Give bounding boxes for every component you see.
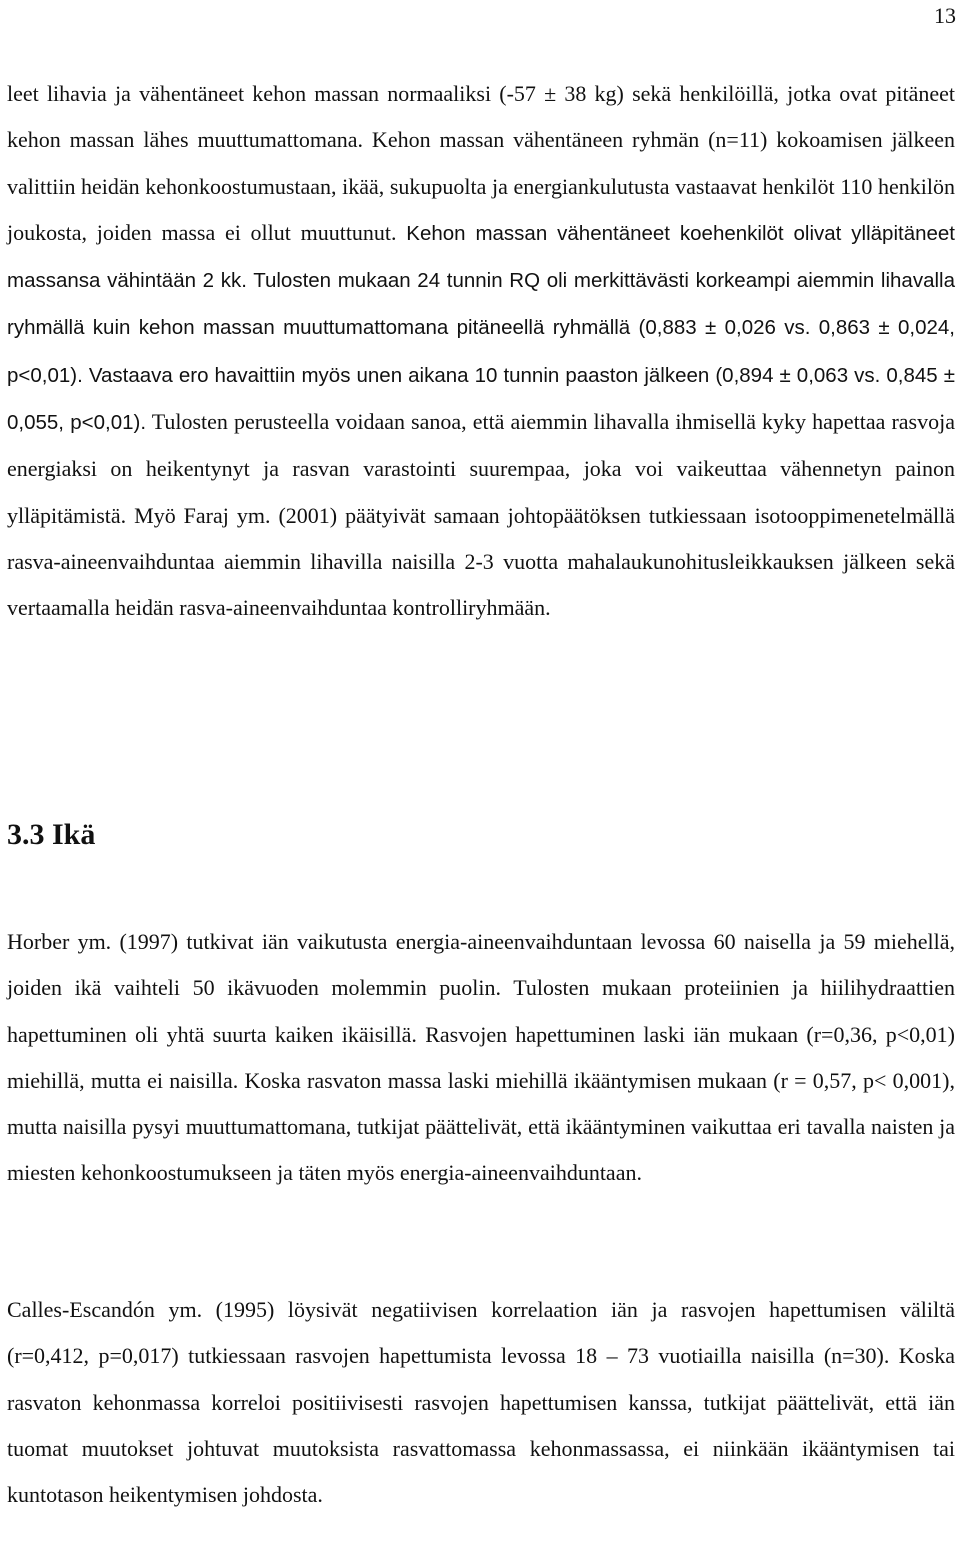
paragraph-segment-sans: Kehon massan vähentäneet koehenkilöt olivat ylläpitäneet massansa vähintään 2 kk. Tulosten mukaan 24 tunnin RQ oli merkittävästi korkeampi aiemmin lihavalla ryhmällä kuin kehon massan muuttumattomana pitäneellä ryhmällä (0,883 ± 0,026 vs. 0,863 ± 0,024, p<0,01). Vastaava ero havaittiin myös unen aikana 10 tunnin paaston jälkeen (0,894 ± 0,063 vs. 0,845 ± 0,055, p<0,01). (7, 221, 956, 435)
page-number: 13 (934, 3, 956, 28)
paragraph-age-study-calles-escandon: Calles-Escandón ym. (1995) löysivät negatiivisen korrelaation iän ja rasvojen hapettumisen väliltä (r=0,412, p=0,017) tutkiessaan rasvojen hapettumista levossa 18 – 73 vuotiailla naisilla (n=30). Koska rasvaton kehonmassa korreloi positiivisesti rasvojen hapettumisen kanssa, tutkijat päättelivät, että iän tuomat muutokset johtuvat muutoksista rasvattomassa kehonmassassa, ei niinkään ikääntymisen tai kuntotason heikentymisen johdosta. (7, 1297, 955, 1508)
section-heading: 3.3 Ikä (7, 818, 96, 851)
paragraph-segment-serif: leet lihavia ja vähentäneet kehon massan normaaliksi (-57 ± 38 kg) sekä henkilöillä, jotka ovat pitäneet kehon massan lähes muuttumattomana. Kehon massan vähentäneen ryhmän (n=11) kokoamisen jälkeen valittiin heidän kehonkoostumustaan, ikää, sukupuolta ja energiankulutusta vastaavat henkilöt 110 henkilön joukosta, joiden massa ei ollut muuttunut. (7, 81, 955, 245)
paragraph-body (7, 71, 955, 632)
paragraph-segment-serif: Tulosten perusteella voidaan sanoa, että aiemmin lihavalla ihmisellä kyky hapettaa rasvoja energiaksi on heikentynyt ja rasvan varastointi suurempaa, joka voi vaikeuttaa vähennetyn painon ylläpitämistä. Myö Faraj ym. (2001) päätyivät samaan johtopäätöksen tutkiessaan isotooppimenetelmällä rasva-aineenvaihduntaa aiemmin lihavilla naisilla 2-3 vuotta mahalaukunohitusleikkauksen jälkeen sekä vertaamalla heidän rasva-aineenvaihduntaa kontrolliryhmään. (7, 409, 955, 621)
paragraph-age-study-horber: Horber ym. (1997) tutkivat iän vaikutusta energia-aineenvaihduntaan levossa 60 naisella ja 59 miehellä, joiden ikä vaihteli 50 ikävuoden molemmin puolin. Tulosten mukaan proteiinien ja hiilihydraattien hapettuminen oli yhtä suurta kaiken ikäisillä. Rasvojen hapettuminen laski iän mukaan (r=0,36, p<0,01) miehillä, mutta ei naisilla. Koska rasvaton massa laski miehillä ikääntymisen mukaan (r = 0,57, p< 0,001), mutta naisilla pysyi muuttumattomana, tutkijat päättelivät, että ikääntyminen vaikuttaa eri tavalla naisten ja miesten kehonkoostumukseen ja täten myös energia-aineenvaihduntaan. (7, 929, 955, 1186)
